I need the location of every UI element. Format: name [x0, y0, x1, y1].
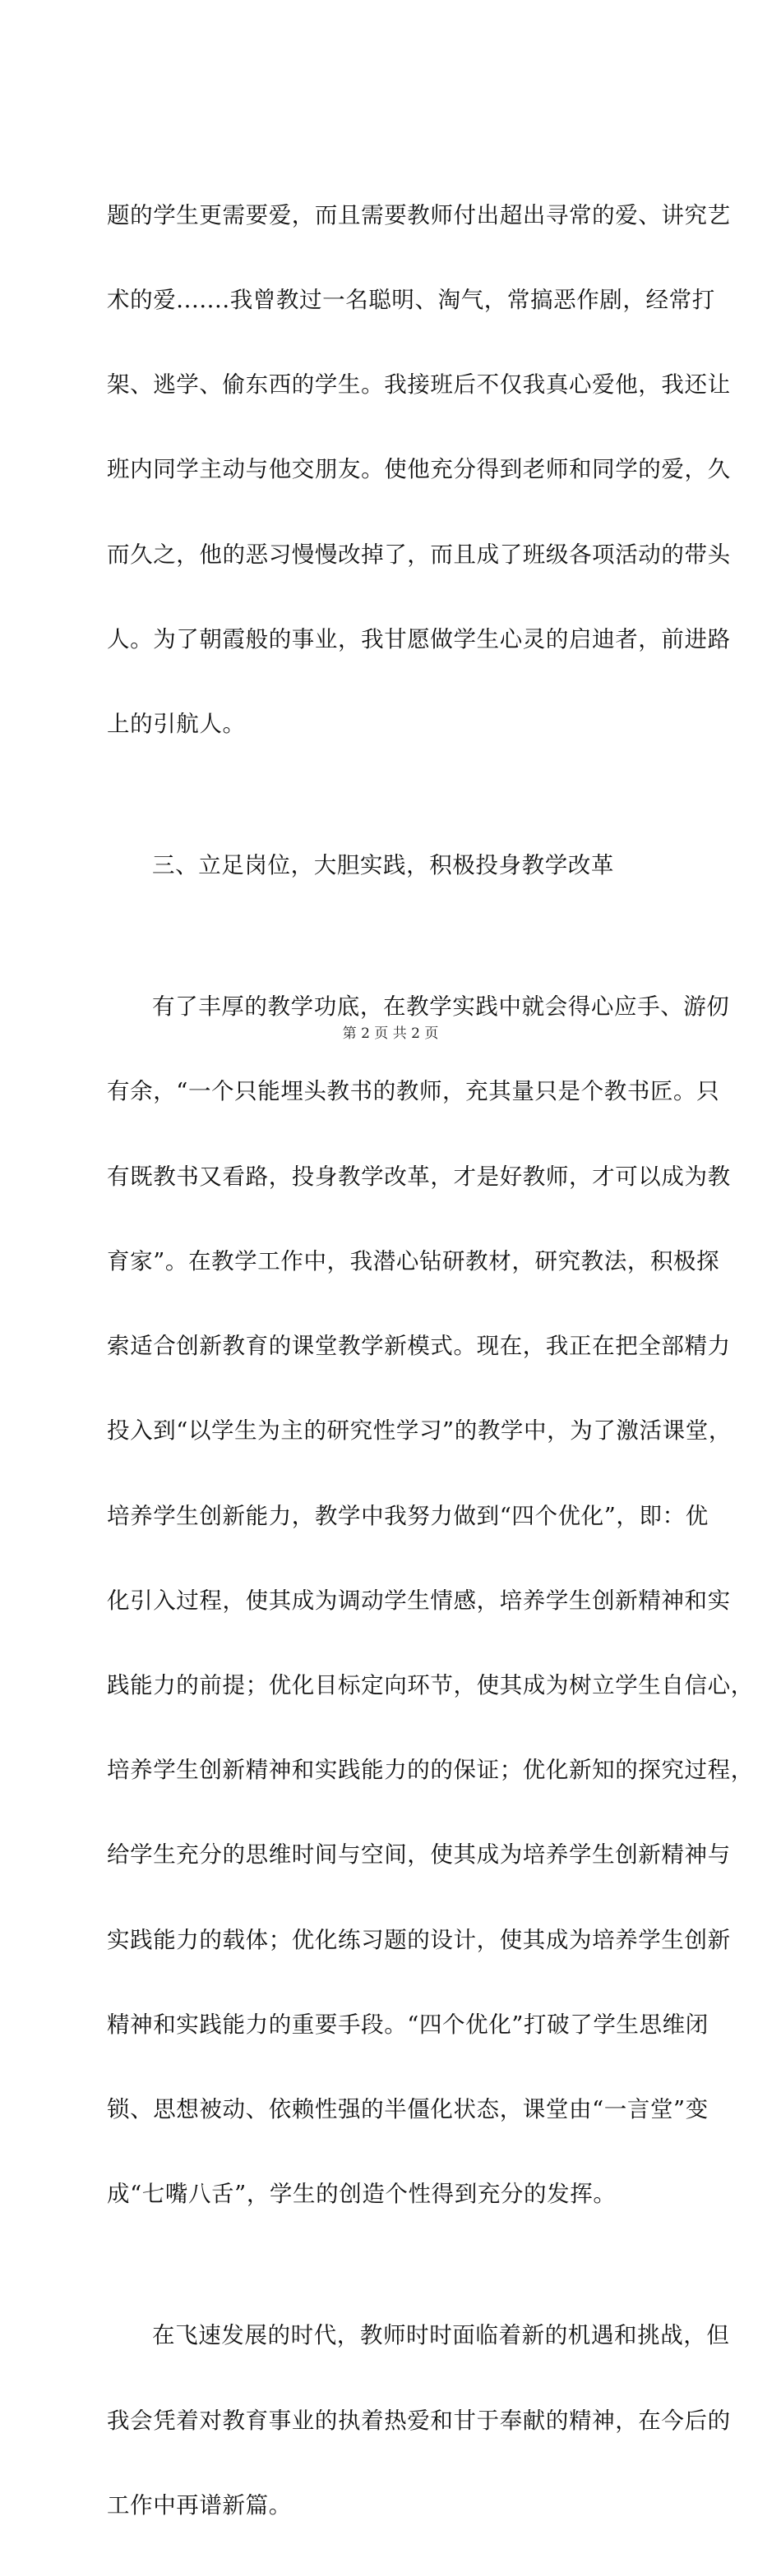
section-heading-text: 三、立足岗位，大胆实践，积极投身教学改革	[152, 852, 614, 879]
page-footer	[0, 1021, 781, 1042]
text-line: 题的学生更需要爱，而且需要教师付出超出寻常的爱、讲究艺	[107, 201, 731, 228]
text-line: 人。为了朝霞般的事业，我甘愿做学生心灵的启迪者，前进路	[107, 625, 731, 652]
page-number-label: 第 2 页 共 2 页	[342, 1025, 439, 1042]
text-line: 培养学生创新精神和实践能力的的保证；优化新知的探究过程，	[107, 1757, 754, 1784]
text-line: 锁、思想被动、依赖性强的半僵化状态，课堂由“一言堂”变	[107, 2096, 709, 2123]
document-body	[107, 145, 754, 2576]
text-line: 践能力的前提；优化目标定向环节，使其成为树立学生自信心，	[107, 1671, 754, 1698]
text-line: 投入到“以学生为主的研究性学习”的教学中，为了激活课堂，	[107, 1417, 732, 1445]
text-line: 而久之，他的恶习慢慢改掉了，而且成了班级各项活动的带头	[107, 541, 731, 568]
text-line: 有余，“一个只能埋头教书的教师，充其量只是个教书匠。只	[107, 1078, 720, 1105]
paragraph-teaching-reform	[107, 936, 754, 2265]
text-line: 班内同学主动与他交朋友。使他充分得到老师和同学的爱，久	[107, 456, 731, 483]
text-line: 精神和实践能力的重要手段。“四个优化”打破了学生思维闭	[107, 2011, 709, 2038]
section-heading-3	[107, 795, 682, 936]
text-line: 成“七嘴八舌”，学生的创造个性得到充分的发挥。	[107, 2181, 617, 2208]
text-line: 架、逃学、偷东西的学生。我接班后不仅我真心爱他，我还让	[107, 371, 731, 399]
text-line: 在飞速发展的时代，教师时时面临着新的机遇和挑战，但	[152, 2322, 730, 2349]
paragraph-conclusion	[107, 2265, 731, 2575]
text-line: 育家”。在教学工作中，我潜心钻研教材，研究教法，积极探	[107, 1247, 720, 1274]
text-line: 化引入过程，使其成为调动学生情感，培养学生创新精神和实	[107, 1587, 731, 1614]
text-line: 实践能力的载体；优化练习题的设计，使其成为培养学生创新	[107, 1926, 731, 1953]
text-line: 工作中再谱新篇。	[107, 2491, 292, 2518]
text-line: 索适合创新教育的课堂教学新模式。现在，我正在把全部精力	[107, 1333, 731, 1360]
text-line: 有了丰厚的教学功底，在教学实践中就会得心应手、游仞	[152, 993, 730, 1021]
text-line: 术的爱.......我曾教过一名聪明、淘气，常搞恶作剧，经常打	[107, 287, 715, 314]
paragraph-love-students	[107, 145, 731, 795]
text-line: 有既教书又看路，投身教学改革，才是好教师，才可以成为教	[107, 1163, 731, 1190]
text-line: 我会凭着对教育事业的执着热爱和甘于奉献的精神，在今后的	[107, 2407, 731, 2434]
text-line: 给学生充分的思维时间与空间，使其成为培养学生创新精神与	[107, 1841, 731, 1869]
text-line: 培养学生创新能力，教学中我努力做到“四个优化”，即：优	[107, 1502, 709, 1529]
text-line: 上的引航人。	[107, 711, 246, 738]
